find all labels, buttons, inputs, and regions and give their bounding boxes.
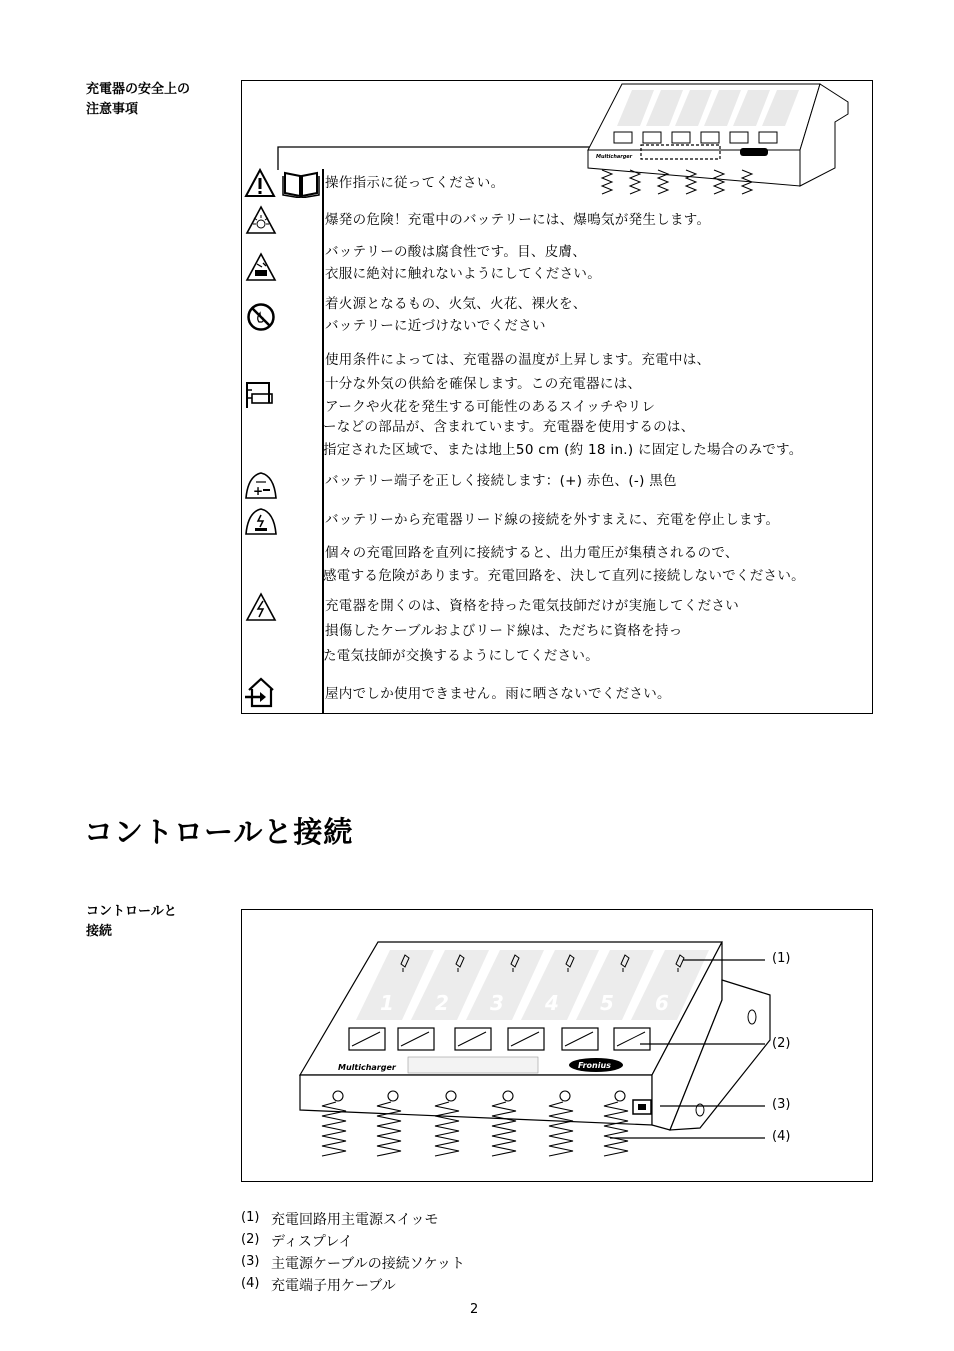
no-fire-icon	[246, 302, 276, 332]
legend-item	[241, 1274, 465, 1296]
callout-4: (4)	[772, 1129, 791, 1144]
slot-number: 3	[490, 991, 504, 1015]
safety-text-4	[325, 293, 587, 337]
section-title: コントロールと接続	[84, 815, 354, 849]
legend-text: ディスプレイ	[271, 1234, 353, 1250]
safety-line: 十分な外気の供給を確保します。この充電器には、	[325, 375, 642, 392]
safety-line: た電気技師が交換するようにしてください。	[323, 648, 599, 664]
slot-number: 6	[655, 991, 669, 1015]
ventilation-icon	[244, 380, 274, 410]
legend-text: 充電端子用ケーブル	[271, 1278, 396, 1294]
legend-item	[241, 1230, 465, 1252]
safety-line: 感電する危険があります。充電回路を、決して直列に接続しないでください。	[323, 568, 805, 584]
safety-line: 操作指示に従ってください。	[325, 175, 505, 191]
controls-heading	[86, 902, 177, 942]
device-label: Multicharger	[338, 1063, 396, 1072]
safety-text-1	[325, 172, 504, 194]
brand-logo: Fronius	[578, 1061, 611, 1070]
safety-text-10	[325, 683, 671, 705]
safety-line: 爆発の危険！充電中のバッテリーには、爆鳴気が発生します。	[325, 212, 711, 228]
safety-text-3	[325, 241, 601, 285]
callout-1: (1)	[772, 951, 791, 966]
safety-line: バッテリー端子を正しく接続します：(+) 赤色、(-) 黒色	[325, 473, 677, 489]
safety-line: 充電器を開くのは、資格を持った電気技師だけが実施してください	[325, 598, 739, 614]
safety-text-7	[325, 509, 779, 531]
callout-3: (3)	[772, 1097, 791, 1112]
warning-icon	[244, 168, 276, 198]
explosion-warning-icon	[245, 205, 277, 235]
slot-number: 1	[380, 991, 394, 1015]
safety-heading-line2: 注意事項	[86, 102, 139, 117]
safety-text-9	[325, 594, 739, 669]
legend-text: 主電源ケーブルの接続ソケット	[271, 1256, 465, 1272]
safety-text-6	[325, 470, 677, 492]
safety-text-8	[325, 542, 805, 588]
legend-item	[241, 1252, 465, 1274]
safety-text-5	[325, 349, 803, 463]
safety-line: 屋内でしか使用できません。雨に晒さないでください。	[325, 686, 671, 702]
svg-text:+: +	[253, 484, 264, 498]
controls-heading-line2: 接続	[86, 924, 113, 939]
safety-text-2	[325, 209, 710, 231]
safety-line: 個々の充電回路を直列に接続すると、出力電圧が集積されるので、	[325, 545, 739, 561]
slot-number: 4	[545, 991, 559, 1015]
safety-heading-line1: 充電器の安全上の	[86, 82, 191, 97]
safety-heading	[86, 80, 190, 120]
electric-shock-icon	[245, 592, 277, 622]
safety-line: アークや火花を発生する可能性のあるスイッチやリレ	[325, 399, 656, 415]
safety-line: 指定された区域で、または地上50 cm (約 18 in.) に固定した場合のみです。	[323, 442, 803, 458]
legend-list	[241, 1208, 465, 1296]
legend-text: 充電回路用主電源スイッモ	[271, 1212, 439, 1228]
safety-line: 衣服に絶対に触れないようにしてください。	[325, 266, 601, 282]
indoor-use-icon	[244, 676, 278, 708]
safety-line: 着火源となるもの、火気、火花、裸火を、	[325, 296, 587, 312]
slot-number: 2	[435, 991, 449, 1015]
controls-heading-line1: コントロールと	[86, 904, 177, 919]
polarity-icon	[244, 470, 278, 500]
legend-number: (2)	[241, 1232, 260, 1247]
slot-number: 5	[600, 991, 614, 1015]
safety-line: 使用条件によっては、充電器の温度が上昇します。充電中は、	[325, 352, 711, 368]
corrosive-warning-icon	[245, 252, 277, 282]
safety-line: バッテリーの酸は腐食性です。目、皮膚、	[325, 244, 587, 260]
safety-line: ーなどの部品が、含まれています。充電器を使用するのは、	[323, 418, 695, 435]
legend-number: (3)	[241, 1254, 260, 1269]
svg-text:Multicharger: Multicharger	[596, 154, 633, 160]
callout-2: (2)	[772, 1036, 791, 1051]
legend-item	[241, 1208, 465, 1230]
manual-book-icon	[282, 168, 320, 198]
safety-line: バッテリーから充電器リード線の接続を外すまえに、充電を停止します。	[325, 512, 780, 528]
legend-number: (4)	[241, 1276, 260, 1291]
safety-line: 損傷したケーブルおよびリード線は、ただちに資格を持っ	[325, 623, 683, 639]
legend-number: (1)	[241, 1210, 260, 1225]
page-number: 2	[470, 1302, 479, 1317]
disconnect-icon	[244, 506, 278, 536]
safety-line: バッテリーに近づけないでください	[325, 318, 546, 334]
